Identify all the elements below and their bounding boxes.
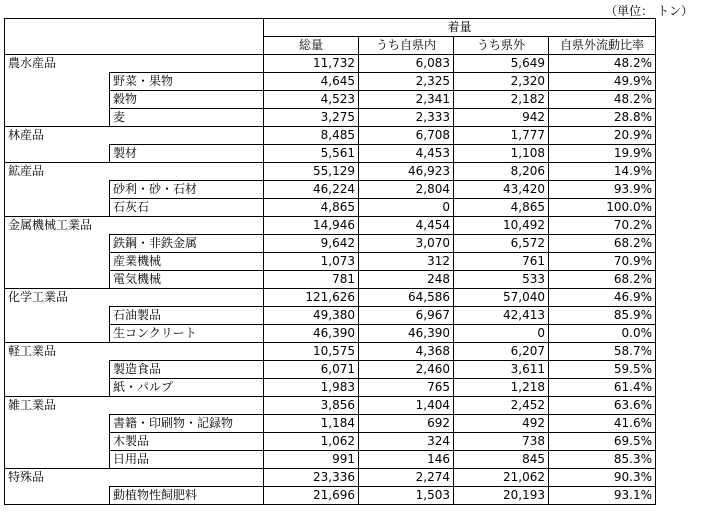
value-outflow-ratio: 48.2% xyxy=(549,55,656,73)
subcategory-label: 製材 xyxy=(110,145,264,163)
value-outside-prefecture: 2,182 xyxy=(454,91,549,109)
subcategory-row xyxy=(5,379,656,397)
value-within-prefecture: 0 xyxy=(359,199,454,217)
category-label: 金属機械工業品 xyxy=(5,217,264,235)
value-total: 4,523 xyxy=(264,91,359,109)
freight-table xyxy=(4,18,656,505)
value-within-prefecture: 3,070 xyxy=(359,235,454,253)
value-total: 6,071 xyxy=(264,361,359,379)
value-total: 3,275 xyxy=(264,109,359,127)
subcategory-row xyxy=(5,109,656,127)
value-total: 991 xyxy=(264,451,359,469)
category-label: 鉱産品 xyxy=(5,163,264,181)
subcategory-label: 産業機械 xyxy=(110,253,264,271)
value-within-prefecture: 4,368 xyxy=(359,343,454,361)
value-outflow-ratio: 90.3% xyxy=(549,469,656,487)
indent-cell xyxy=(5,199,110,217)
value-within-prefecture: 4,453 xyxy=(359,145,454,163)
value-total: 46,224 xyxy=(264,181,359,199)
value-within-prefecture: 64,586 xyxy=(359,289,454,307)
subcategory-label: 製造食品 xyxy=(110,361,264,379)
indent-cell xyxy=(5,91,110,109)
value-outflow-ratio: 49.9% xyxy=(549,73,656,91)
value-within-prefecture: 6,083 xyxy=(359,55,454,73)
indent-cell xyxy=(5,235,110,253)
value-outside-prefecture: 0 xyxy=(454,325,549,343)
subcategory-label: 生コンクリート xyxy=(110,325,264,343)
value-outside-prefecture: 1,218 xyxy=(454,379,549,397)
category-row xyxy=(5,397,656,415)
subcategory-row xyxy=(5,91,656,109)
subcategory-label: 石灰石 xyxy=(110,199,264,217)
value-outside-prefecture: 492 xyxy=(454,415,549,433)
value-outflow-ratio: 100.0% xyxy=(549,199,656,217)
value-outflow-ratio: 61.4% xyxy=(549,379,656,397)
subcategory-row xyxy=(5,307,656,325)
value-outside-prefecture: 42,413 xyxy=(454,307,549,325)
value-total: 11,732 xyxy=(264,55,359,73)
indent-cell xyxy=(5,325,110,343)
category-row xyxy=(5,217,656,235)
value-total: 5,561 xyxy=(264,145,359,163)
indent-cell xyxy=(5,415,110,433)
indent-cell xyxy=(5,145,110,163)
value-within-prefecture: 1,503 xyxy=(359,487,454,505)
header-outflow-ratio: 自県外流動比率 xyxy=(549,37,656,55)
value-outflow-ratio: 0.0% xyxy=(549,325,656,343)
subcategory-row xyxy=(5,253,656,271)
value-outside-prefecture: 10,492 xyxy=(454,217,549,235)
value-outflow-ratio: 14.9% xyxy=(549,163,656,181)
subcategory-label: 鉄鋼・非鉄金属 xyxy=(110,235,264,253)
value-outside-prefecture: 845 xyxy=(454,451,549,469)
indent-cell xyxy=(5,487,110,505)
value-outside-prefecture: 21,062 xyxy=(454,469,549,487)
indent-cell xyxy=(5,109,110,127)
value-outside-prefecture: 761 xyxy=(454,253,549,271)
subcategory-row xyxy=(5,325,656,343)
subcategory-label: 砂利・砂・石材 xyxy=(110,181,264,199)
subcategory-label: 麦 xyxy=(110,109,264,127)
subcategory-row xyxy=(5,271,656,289)
value-outflow-ratio: 68.2% xyxy=(549,235,656,253)
value-total: 23,336 xyxy=(264,469,359,487)
subcategory-label: 書籍・印刷物・記録物 xyxy=(110,415,264,433)
header-outside-prefecture: うち県外 xyxy=(454,37,549,55)
value-total: 1,983 xyxy=(264,379,359,397)
indent-cell xyxy=(5,433,110,451)
value-outflow-ratio: 69.5% xyxy=(549,433,656,451)
subcategory-row xyxy=(5,487,656,505)
value-within-prefecture: 2,341 xyxy=(359,91,454,109)
value-total: 4,865 xyxy=(264,199,359,217)
header-blank xyxy=(5,19,264,55)
value-total: 3,856 xyxy=(264,397,359,415)
value-within-prefecture: 2,274 xyxy=(359,469,454,487)
value-outflow-ratio: 93.9% xyxy=(549,181,656,199)
category-label: 化学工業品 xyxy=(5,289,264,307)
value-total: 781 xyxy=(264,271,359,289)
value-outside-prefecture: 2,452 xyxy=(454,397,549,415)
value-within-prefecture: 312 xyxy=(359,253,454,271)
value-outflow-ratio: 58.7% xyxy=(549,343,656,361)
value-outside-prefecture: 20,193 xyxy=(454,487,549,505)
value-within-prefecture: 765 xyxy=(359,379,454,397)
subcategory-label: 野菜・果物 xyxy=(110,73,264,91)
value-outside-prefecture: 3,611 xyxy=(454,361,549,379)
value-total: 10,575 xyxy=(264,343,359,361)
value-outflow-ratio: 63.6% xyxy=(549,397,656,415)
category-row xyxy=(5,163,656,181)
subcategory-label: 動植物性飼肥料 xyxy=(110,487,264,505)
value-total: 14,946 xyxy=(264,217,359,235)
value-outflow-ratio: 85.3% xyxy=(549,451,656,469)
category-label: 雑工業品 xyxy=(5,397,264,415)
subcategory-label: 木製品 xyxy=(110,433,264,451)
value-total: 49,380 xyxy=(264,307,359,325)
indent-cell xyxy=(5,379,110,397)
header-group: 着量 xyxy=(264,19,656,37)
value-outside-prefecture: 4,865 xyxy=(454,199,549,217)
value-within-prefecture: 6,967 xyxy=(359,307,454,325)
subcategory-row xyxy=(5,451,656,469)
category-label: 特殊品 xyxy=(5,469,264,487)
subcategory-row xyxy=(5,73,656,91)
header-within-prefecture: うち自県内 xyxy=(359,37,454,55)
indent-cell xyxy=(5,361,110,379)
value-outflow-ratio: 41.6% xyxy=(549,415,656,433)
value-outflow-ratio: 68.2% xyxy=(549,271,656,289)
indent-cell xyxy=(5,181,110,199)
value-within-prefecture: 2,460 xyxy=(359,361,454,379)
subcategory-label: 石油製品 xyxy=(110,307,264,325)
indent-cell xyxy=(5,253,110,271)
value-total: 21,696 xyxy=(264,487,359,505)
value-outflow-ratio: 48.2% xyxy=(549,91,656,109)
value-within-prefecture: 248 xyxy=(359,271,454,289)
value-outside-prefecture: 533 xyxy=(454,271,549,289)
value-total: 1,184 xyxy=(264,415,359,433)
value-outside-prefecture: 57,040 xyxy=(454,289,549,307)
value-total: 55,129 xyxy=(264,163,359,181)
category-label: 軽工業品 xyxy=(5,343,264,361)
value-outflow-ratio: 85.9% xyxy=(549,307,656,325)
value-within-prefecture: 2,804 xyxy=(359,181,454,199)
value-within-prefecture: 6,708 xyxy=(359,127,454,145)
value-total: 1,062 xyxy=(264,433,359,451)
value-total: 121,626 xyxy=(264,289,359,307)
subcategory-label: 紙・パルプ xyxy=(110,379,264,397)
subcategory-label: 日用品 xyxy=(110,451,264,469)
value-total: 8,485 xyxy=(264,127,359,145)
indent-cell xyxy=(5,73,110,91)
value-within-prefecture: 692 xyxy=(359,415,454,433)
header-total: 総量 xyxy=(264,37,359,55)
subcategory-label: 電気機械 xyxy=(110,271,264,289)
value-total: 4,645 xyxy=(264,73,359,91)
value-within-prefecture: 146 xyxy=(359,451,454,469)
category-row xyxy=(5,289,656,307)
indent-cell xyxy=(5,451,110,469)
indent-cell xyxy=(5,271,110,289)
value-within-prefecture: 1,404 xyxy=(359,397,454,415)
subcategory-row xyxy=(5,145,656,163)
value-outflow-ratio: 19.9% xyxy=(549,145,656,163)
subcategory-row xyxy=(5,235,656,253)
value-within-prefecture: 2,333 xyxy=(359,109,454,127)
value-outflow-ratio: 28.8% xyxy=(549,109,656,127)
subcategory-row xyxy=(5,433,656,451)
value-outside-prefecture: 6,207 xyxy=(454,343,549,361)
category-row xyxy=(5,343,656,361)
value-within-prefecture: 2,325 xyxy=(359,73,454,91)
category-label: 農水産品 xyxy=(5,55,264,73)
category-row xyxy=(5,469,656,487)
value-within-prefecture: 4,454 xyxy=(359,217,454,235)
value-outflow-ratio: 46.9% xyxy=(549,289,656,307)
value-within-prefecture: 46,923 xyxy=(359,163,454,181)
value-outside-prefecture: 738 xyxy=(454,433,549,451)
subcategory-label: 穀物 xyxy=(110,91,264,109)
category-label: 林産品 xyxy=(5,127,264,145)
value-outflow-ratio: 20.9% xyxy=(549,127,656,145)
category-row xyxy=(5,127,656,145)
value-total: 46,390 xyxy=(264,325,359,343)
value-outside-prefecture: 1,777 xyxy=(454,127,549,145)
value-outflow-ratio: 70.9% xyxy=(549,253,656,271)
category-row xyxy=(5,55,656,73)
subcategory-row xyxy=(5,181,656,199)
value-outside-prefecture: 43,420 xyxy=(454,181,549,199)
value-outflow-ratio: 70.2% xyxy=(549,217,656,235)
value-outside-prefecture: 2,320 xyxy=(454,73,549,91)
subcategory-row xyxy=(5,361,656,379)
value-outside-prefecture: 5,649 xyxy=(454,55,549,73)
value-total: 9,642 xyxy=(264,235,359,253)
value-within-prefecture: 46,390 xyxy=(359,325,454,343)
subcategory-row xyxy=(5,415,656,433)
value-outflow-ratio: 59.5% xyxy=(549,361,656,379)
value-outside-prefecture: 6,572 xyxy=(454,235,549,253)
value-outflow-ratio: 93.1% xyxy=(549,487,656,505)
value-within-prefecture: 324 xyxy=(359,433,454,451)
value-total: 1,073 xyxy=(264,253,359,271)
value-outside-prefecture: 8,206 xyxy=(454,163,549,181)
value-outside-prefecture: 942 xyxy=(454,109,549,127)
value-outside-prefecture: 1,108 xyxy=(454,145,549,163)
subcategory-row xyxy=(5,199,656,217)
unit-label: （単位： トン） xyxy=(605,4,693,18)
indent-cell xyxy=(5,307,110,325)
